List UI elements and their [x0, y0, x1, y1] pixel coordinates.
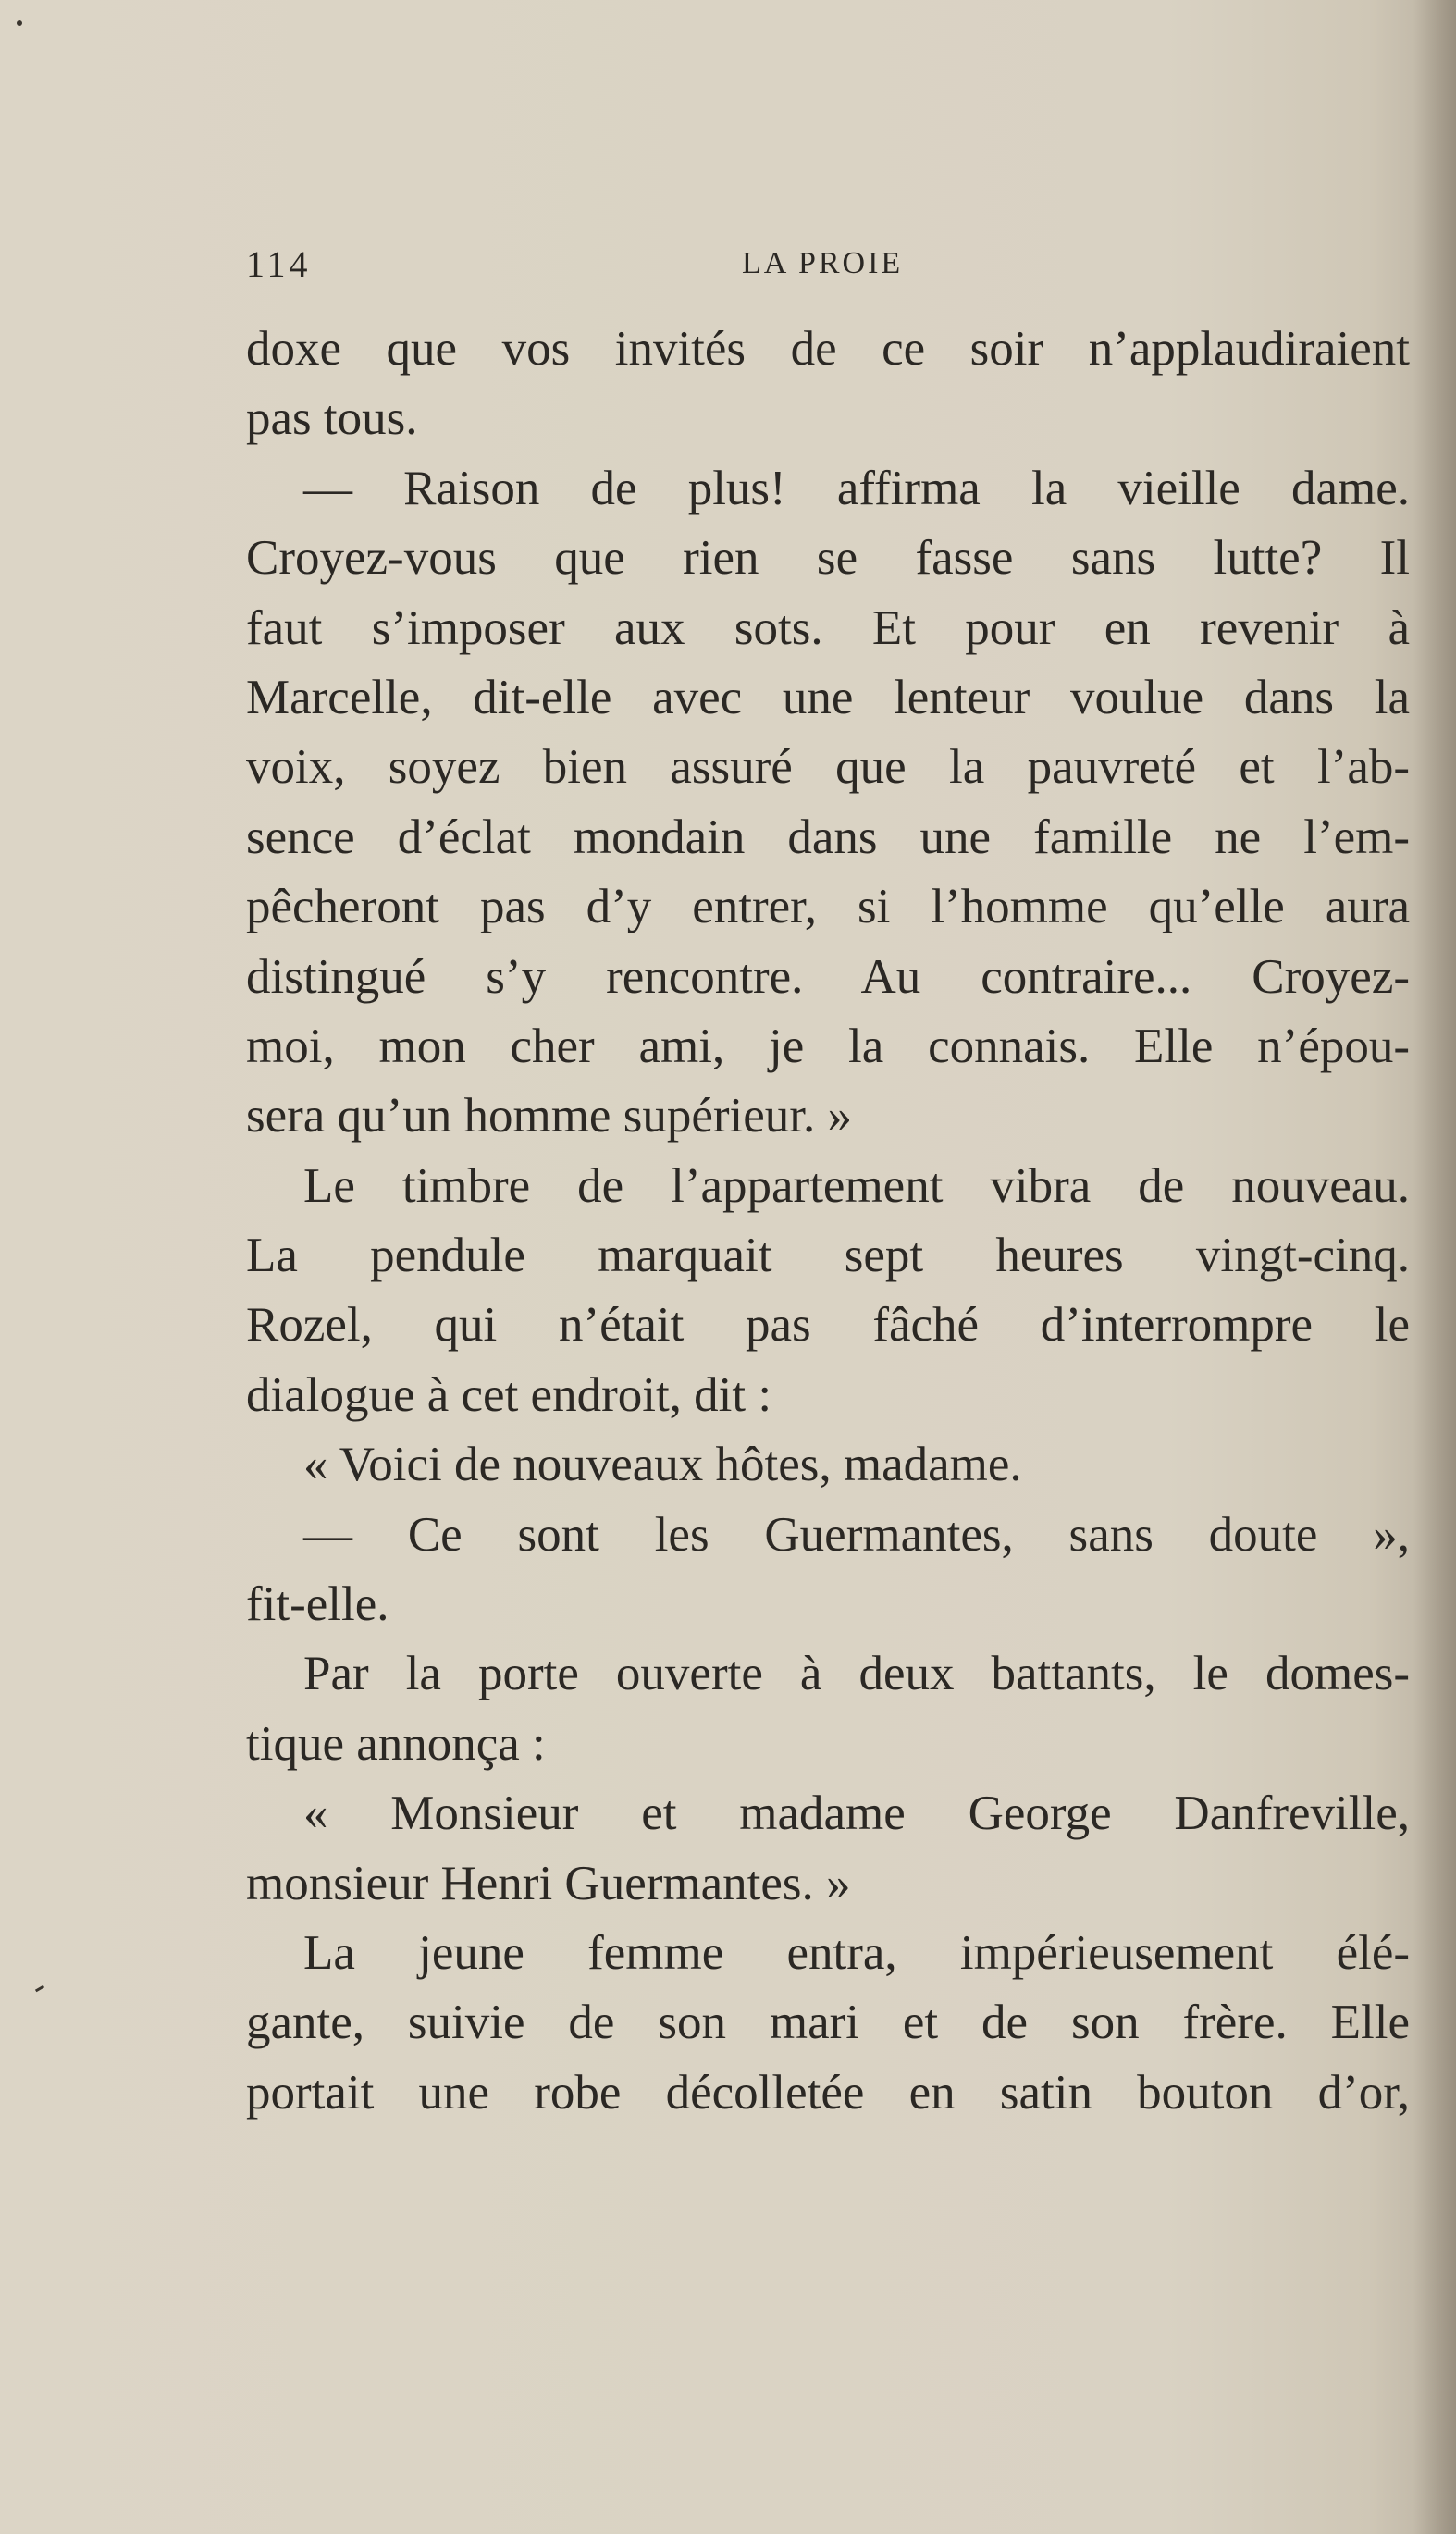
text-line: Croyez-vous que rien se fasse sans lutte? Il — [246, 531, 1410, 586]
text-line: faut s’imposer aux sots. Et pour en revenir à — [246, 600, 1410, 655]
text-line: Par la porte ouverte à deux battants, le domes- — [303, 1647, 1410, 1701]
text-line: — Raison de plus! affirma la vieille dame. — [303, 461, 1410, 515]
text-line: monsieur Henri Guermantes. » — [246, 1856, 851, 1910]
text-line: Le timbre de l’appartement vibra de nouveau. — [303, 1158, 1410, 1213]
text-line: fit-elle. — [246, 1577, 389, 1632]
page-number: 114 — [246, 243, 312, 285]
text-line: tique annonça : — [246, 1716, 546, 1771]
text-line: — Ce sont les Guermantes, sans doute », — [303, 1507, 1410, 1562]
text-line: pas tous. — [246, 391, 418, 446]
text-line: « Monsieur et madame George Danfreville, — [303, 1786, 1410, 1841]
running-title: LA PROIE — [742, 246, 904, 280]
text-line: La pendule marquait sept heures vingt-cinq. — [246, 1229, 1410, 1283]
text-line: distingué s’y rencontre. Au contraire... Croyez- — [246, 949, 1410, 1004]
ink-speck — [35, 1985, 44, 1993]
text-line: Rozel, qui n’était pas fâché d’interrompre le — [246, 1298, 1410, 1353]
text-line: sera qu’un homme supérieur. » — [246, 1089, 852, 1143]
ink-speck — [17, 20, 22, 26]
spine-shadow — [1413, 0, 1456, 2534]
text-line: dialogue à cet endroit, dit : — [246, 1367, 772, 1422]
text-line: pêcheront pas d’y entrer, si l’homme qu’elle aura — [246, 880, 1410, 934]
text-line: gante, suivie de son mari et de son frère. Elle — [246, 1996, 1410, 2050]
text-line: portait une robe décolletée en satin bouton d’or, — [246, 2065, 1410, 2120]
body-text — [246, 315, 1410, 2128]
text-line: moi, mon cher ami, je la connais. Elle n’épou- — [246, 1019, 1410, 1073]
text-line: « Voici de nouveaux hôtes, madame. — [303, 1438, 1022, 1492]
text-line: voix, soyez bien assuré que la pauvreté et l’ab- — [246, 740, 1410, 795]
page-header — [246, 242, 1421, 298]
text-line: Marcelle, dit-elle avec une lenteur voulue dans la — [246, 670, 1410, 724]
text-line: doxe que vos invités de ce soir n’applaudiraient — [246, 322, 1410, 376]
text-line: La jeune femme entra, impérieusement élé- — [303, 1925, 1410, 1980]
text-line: sence d’éclat mondain dans une famille ne l’em- — [246, 810, 1410, 864]
